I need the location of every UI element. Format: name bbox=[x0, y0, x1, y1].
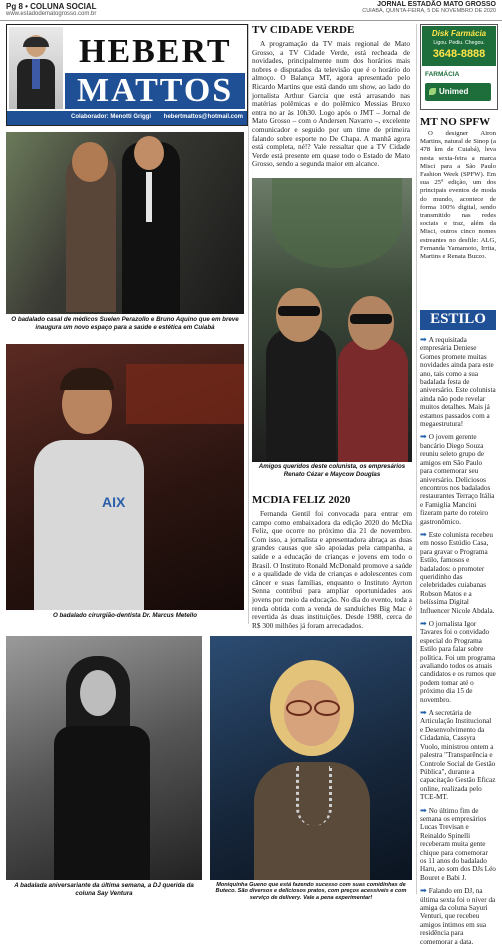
photo-couple bbox=[6, 132, 244, 314]
ad-pharmacy-label: FARMÁCIA bbox=[425, 71, 460, 78]
spfw-title: MT NO SPFW bbox=[420, 116, 491, 128]
photo-birthday-dj bbox=[6, 636, 202, 880]
caption-couple: O badalado casal de médicos Suelen Perazollo e Bruno Aquino que em breve inaugura um novo espaço para a saúde e estética em Cuiabá bbox=[11, 316, 239, 331]
ad-partner-name: Unimed bbox=[439, 87, 469, 96]
caption-friends: Amigos queridos deste colunista, os empresários Renato Cézar e Maycow Douglas bbox=[258, 463, 406, 478]
mcdia-title: MCDIA FELIZ 2020 bbox=[252, 494, 351, 506]
estilo-item-text: Este colunista recebeu em nosso Estúdio Casa, para gravar o Programa Estilo, famosos e badalados: o promoter queridinho das celebridades cuiabanas Robson Matos e a belíssima Digital Influencer Nicole Abdala. bbox=[420, 530, 495, 615]
tv-paragraph: A programação da TV mais regional de Mato Grosso, a TV Cidade Verde, está recheada de novidades, principalmente num dos horários mais nobres e disputados da televisão que é o horário do almoço. O Balança MT, agora apresentado pelo Ricardo Martins que está dando um show, ao lado do jornalista Arthur Garcia que está arrasando nas matérias polêmicas e do polêmico Messias Bruxo entra no ar às 10h30. Logo após o JMT – Jornal de Mato Grosso – com o Andersen Navarro –, excelente comunicador e seguido por um time de primeira falando sobre esporte no De Chapa. A manhã agora está completa, né!? Vale ressaltar que a TV Cidade Verde está presente em quase todo o Estado de Mato Grosso, sendo a segunda maior em alcance. bbox=[252, 39, 410, 169]
spfw-text bbox=[420, 130, 496, 261]
photo-surgeon: AIX bbox=[6, 344, 244, 610]
estilo-item-text: Falando em DJ, na última sexta foi o níver da amiga da coluna Sayuri Venturi, que recebeu amigos íntimos em sua residência para comemorar a data. bbox=[420, 887, 496, 946]
collaborator-credit: Colaborador: Menotti Griggi bbox=[71, 114, 151, 120]
masthead-first-name: HEBERT bbox=[79, 33, 232, 70]
issue-date: CUIABÁ, QUINTA-FEIRA, 5 DE NOVEMBRO DE 2020 bbox=[362, 8, 496, 14]
mcdia-text bbox=[252, 510, 412, 630]
estilo-item-text: O jornalista Igor Tavares foi o convidado especial do Programa Estilo para falar sobre política. Foi um programa avaliando todos os atuais candidatos e os rumos que podem tomar até o próximo dia 15 de novembro. bbox=[420, 620, 496, 704]
photo-friends bbox=[252, 178, 412, 462]
caption-surgeon: O badalado cirurgião-dentista Dr. Marcus Metello bbox=[52, 612, 198, 619]
page-section-label: Pg 8 • COLUNA SOCIAL www.estadodematogrosso.com.br bbox=[6, 2, 97, 17]
masthead bbox=[6, 24, 248, 126]
photo-moniquinha bbox=[210, 636, 412, 880]
ad-partner-badge bbox=[425, 83, 491, 101]
page-header bbox=[0, 0, 502, 21]
section-name: COLUNA SOCIAL bbox=[30, 2, 97, 11]
estilo-item-text: A requisitada empresária Deniese Gomes promete muitas novidades ainda para este ano, tais como a sua badalada festa de aniversário. Este colunista ainda não pode revelar muitos detalhes. Mais já estamos passados com a megaestrutura! bbox=[420, 336, 496, 429]
website-link[interactable]: www.estadodematogrosso.com.br bbox=[6, 11, 97, 17]
arrow-right-icon: ➡ bbox=[420, 805, 427, 815]
arrow-right-icon: ➡ bbox=[420, 529, 427, 539]
masthead-name-band bbox=[65, 73, 245, 109]
spfw-paragraph: O designer Airon Martins, natural de Sinop (a 478 km de Cuiabá), leva nesta sexta-feira a marca Misci para a São Paulo Fashion Week (SPFW). Em sua 25ª edição, um dos principais eventos de moda do mundo, acontece de forma 100% digital, sendo transmitido nas redes sociais e traz, além da Misci, outros cinco nomes estreantes no desfile: ALG, Fernanda Yamamoto, Irrita, Martins e Renata Buzzo. bbox=[420, 130, 496, 261]
ad-brand: Disk Farmácia bbox=[431, 29, 487, 38]
tv-title: TV CIDADE VERDE bbox=[252, 24, 355, 36]
estilo-title: ESTILO bbox=[430, 311, 486, 327]
caption-moniquinha: Moniquinha Gueno que está fazendo sucesso com suas comidinhas de Buteco. São diversos e deliciosos pratos, com preços acessíveis e com serviço de delivery. Vale a pena experimentar! bbox=[215, 882, 407, 901]
column-divider bbox=[416, 24, 417, 894]
ad-phone: 3648-8888 bbox=[432, 48, 486, 60]
caption-birthday-dj: A badalada aniversariante da última semana, a DJ querida da coluna Say Ventura bbox=[14, 882, 194, 897]
page-number: Pg 8 bbox=[6, 2, 23, 11]
estilo-item bbox=[420, 531, 496, 615]
masthead-footer bbox=[7, 111, 247, 125]
leaf-icon bbox=[429, 88, 436, 95]
estilo-item-text: No último fim de semana os empresários Lucas Trevisan e Reinaldo Spinelli receberam muita gente chique para comemorar os 11 anos do badalado Haru, ao som dos DJs Léo Bouret e Babi J. bbox=[420, 806, 496, 882]
ad-disk-farmacia[interactable] bbox=[420, 24, 498, 110]
estilo-banner bbox=[420, 310, 496, 330]
tv-text bbox=[252, 40, 410, 169]
estilo-item-text: O jovem gerente bancário Diego Souza reuniu seleto grupo de amigos em São Paulo para comemorar seu aniversário. Deliciosos encontros nos badalados restaurantes Terraço Itália e Famiglia Mancini fizeram parte do roteiro gastronômico. bbox=[420, 433, 495, 526]
ad-slogan: Ligou. Pediu. Chegou. bbox=[433, 40, 485, 46]
arrow-right-icon: ➡ bbox=[420, 708, 427, 718]
estilo-item bbox=[420, 887, 496, 946]
arrow-right-icon: ➡ bbox=[420, 432, 427, 442]
columnist-photo bbox=[9, 27, 63, 109]
estilo-item bbox=[420, 336, 496, 428]
estilo-item-text: A secretária de Articulação Institucional e Desenvolvimento da Cidadania, Cassyra Vuolo, ministrou ontem a palestra "Transparência e Controle Social de Gestão Pública", durante a capacitação Gestão Eficaz online, realizada pelo TCE-MT. bbox=[420, 709, 496, 802]
masthead-last-name: MATTOS bbox=[77, 72, 234, 109]
column-divider bbox=[248, 24, 249, 624]
estilo-item bbox=[420, 620, 496, 704]
arrow-right-icon: ➡ bbox=[420, 619, 427, 628]
ad-top-panel bbox=[422, 26, 496, 66]
newspaper-name: JORNAL ESTADÃO MATO GROSSO bbox=[377, 1, 496, 8]
estilo-item bbox=[420, 709, 496, 801]
columnist-email[interactable]: hebertmattos@hotmail.com bbox=[163, 114, 243, 120]
estilo-item bbox=[420, 433, 496, 525]
estilo-item bbox=[420, 807, 496, 883]
arrow-right-icon: ➡ bbox=[420, 886, 427, 896]
mcdia-paragraph: Fernanda Gentil foi convocada para entrar em campo como embaixadora da edição 2020 do McDia Feliz, que ocorre no próximo dia 21 de novembro. Com isso, a jornalista e apresentadora abraça as duas grandes causas que são apoiadas pela campanha, a saúde e a educação de crianças e jovens em todo o Brasil. O Instituto Ronald McDonald promove a saúde e a qualidade de vida de crianças e adolescentes com câncer e suas famílias, enquanto o Instituto Ayrton Senna contribui para ampliar oportunidades aos jovens por meio da educação. No dia do evento, toda a renda obtida com a venda de sanduíches Big Mac é revertida às duas instituições. Desde 1988, cerca de R$ 300 milhões já foram arrecadados. bbox=[252, 509, 412, 630]
arrow-right-icon: ➡ bbox=[420, 335, 427, 344]
estilo-list bbox=[420, 336, 496, 951]
newspaper-info bbox=[362, 1, 496, 14]
